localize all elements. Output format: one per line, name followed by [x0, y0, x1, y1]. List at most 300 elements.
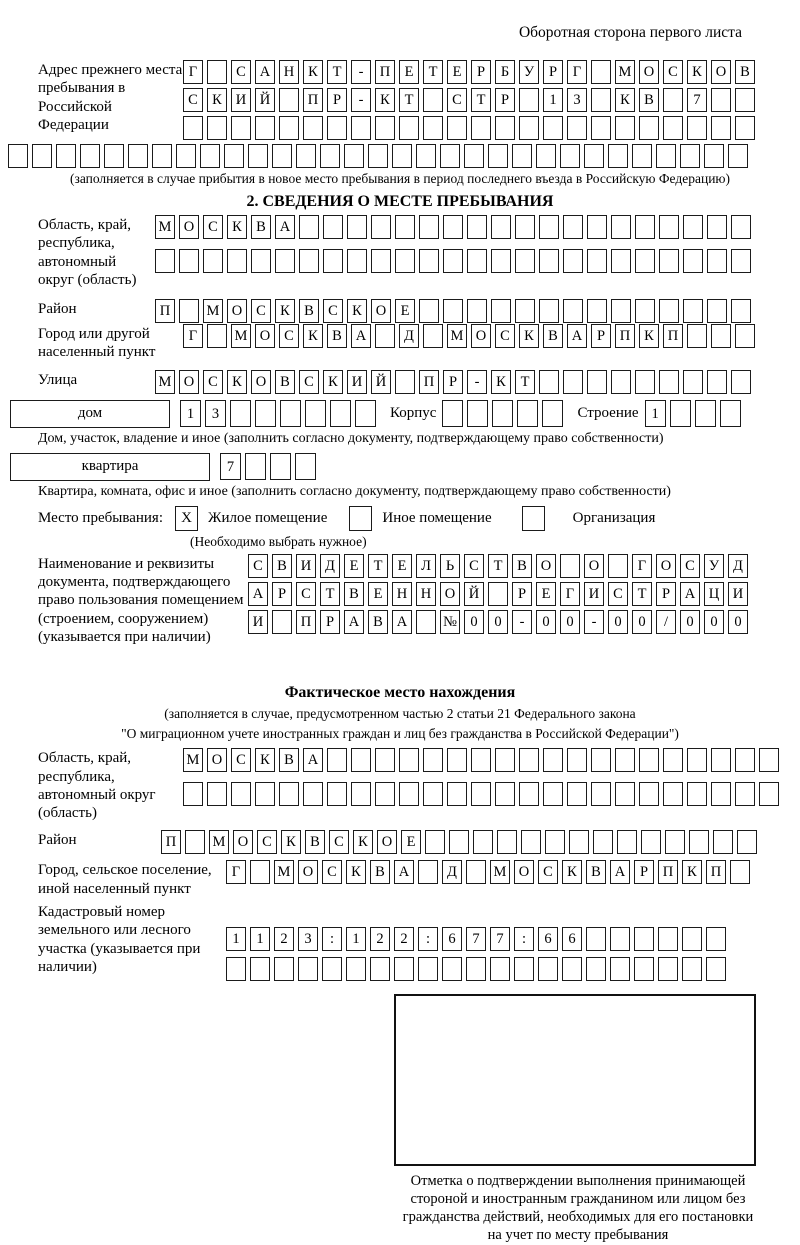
char-box[interactable]: О	[377, 830, 397, 854]
char-box[interactable]: П	[419, 370, 439, 394]
char-box[interactable]	[707, 249, 727, 273]
char-box[interactable]	[371, 215, 391, 239]
char-box[interactable]	[519, 88, 539, 112]
char-box[interactable]	[759, 748, 779, 772]
char-box[interactable]: 3	[298, 927, 318, 951]
char-box[interactable]: Г	[183, 324, 203, 348]
char-box[interactable]	[711, 324, 731, 348]
char-box[interactable]	[539, 299, 559, 323]
char-box[interactable]: А	[275, 215, 295, 239]
char-box[interactable]	[707, 299, 727, 323]
char-box[interactable]	[327, 116, 347, 140]
char-box[interactable]: Р	[443, 370, 463, 394]
char-box[interactable]: О	[298, 860, 318, 884]
char-box[interactable]: А	[567, 324, 587, 348]
char-box[interactable]	[305, 400, 326, 427]
char-box[interactable]: В	[344, 582, 364, 606]
char-box[interactable]	[519, 748, 539, 772]
char-box[interactable]	[670, 400, 691, 427]
char-box[interactable]: П	[615, 324, 635, 348]
char-box[interactable]	[449, 830, 469, 854]
char-box[interactable]	[687, 782, 707, 806]
char-box[interactable]	[735, 782, 755, 806]
char-box[interactable]	[635, 249, 655, 273]
char-box[interactable]: О	[233, 830, 253, 854]
char-box[interactable]	[683, 299, 703, 323]
char-box[interactable]	[711, 782, 731, 806]
char-box[interactable]	[471, 116, 491, 140]
char-box[interactable]	[245, 453, 266, 480]
char-box[interactable]: 1	[346, 927, 366, 951]
char-box[interactable]	[634, 957, 654, 981]
char-box[interactable]: М	[203, 299, 223, 323]
char-box[interactable]	[658, 957, 678, 981]
char-box[interactable]	[303, 116, 323, 140]
char-box[interactable]: С	[447, 88, 467, 112]
char-box[interactable]: О	[711, 60, 731, 84]
char-box[interactable]: О	[656, 554, 676, 578]
char-box[interactable]	[416, 144, 436, 168]
char-box[interactable]: Й	[464, 582, 484, 606]
char-box[interactable]	[370, 957, 390, 981]
char-box[interactable]	[706, 927, 726, 951]
char-box[interactable]: 0	[680, 610, 700, 634]
char-box[interactable]	[464, 144, 484, 168]
char-box[interactable]	[519, 116, 539, 140]
char-box[interactable]	[687, 324, 707, 348]
char-box[interactable]	[32, 144, 52, 168]
char-box[interactable]	[586, 927, 606, 951]
char-box[interactable]: К	[303, 324, 323, 348]
char-box[interactable]	[227, 249, 247, 273]
char-box[interactable]: В	[543, 324, 563, 348]
char-box[interactable]	[355, 400, 376, 427]
char-box[interactable]: Р	[495, 88, 515, 112]
char-box[interactable]	[713, 830, 733, 854]
char-box[interactable]	[251, 249, 271, 273]
char-box[interactable]	[296, 144, 316, 168]
char-box[interactable]: Г	[183, 60, 203, 84]
char-box[interactable]: 0	[488, 610, 508, 634]
char-box[interactable]	[682, 927, 702, 951]
char-box[interactable]: :	[322, 927, 342, 951]
char-box[interactable]	[395, 215, 415, 239]
char-box[interactable]	[635, 215, 655, 239]
char-box[interactable]	[395, 370, 415, 394]
char-box[interactable]	[567, 748, 587, 772]
char-box[interactable]: В	[327, 324, 347, 348]
char-box[interactable]	[8, 144, 28, 168]
char-box[interactable]	[303, 782, 323, 806]
stay-option-other-checkbox[interactable]	[349, 506, 372, 531]
char-box[interactable]	[322, 957, 342, 981]
char-box[interactable]	[179, 299, 199, 323]
char-box[interactable]	[279, 116, 299, 140]
char-box[interactable]	[255, 782, 275, 806]
char-box[interactable]: К	[207, 88, 227, 112]
char-box[interactable]: 1	[250, 927, 270, 951]
char-box[interactable]: №	[440, 610, 460, 634]
char-box[interactable]	[735, 88, 755, 112]
char-box[interactable]	[491, 299, 511, 323]
char-box[interactable]: К	[347, 299, 367, 323]
char-box[interactable]	[543, 748, 563, 772]
char-box[interactable]: 0	[728, 610, 748, 634]
char-box[interactable]	[587, 370, 607, 394]
char-box[interactable]	[569, 830, 589, 854]
char-box[interactable]: П	[663, 324, 683, 348]
char-box[interactable]	[418, 860, 438, 884]
char-box[interactable]	[425, 830, 445, 854]
char-box[interactable]	[659, 299, 679, 323]
char-box[interactable]: К	[227, 370, 247, 394]
char-box[interactable]	[207, 782, 227, 806]
char-box[interactable]	[56, 144, 76, 168]
char-box[interactable]: С	[323, 299, 343, 323]
char-box[interactable]: М	[274, 860, 294, 884]
char-box[interactable]	[490, 957, 510, 981]
char-box[interactable]: Р	[320, 610, 340, 634]
char-box[interactable]: А	[255, 60, 275, 84]
char-box[interactable]	[419, 215, 439, 239]
char-box[interactable]: С	[322, 860, 342, 884]
char-box[interactable]	[735, 324, 755, 348]
char-box[interactable]: С	[680, 554, 700, 578]
char-box[interactable]	[663, 748, 683, 772]
char-box[interactable]: К	[682, 860, 702, 884]
char-box[interactable]: М	[155, 215, 175, 239]
char-box[interactable]	[587, 249, 607, 273]
char-box[interactable]: Т	[632, 582, 652, 606]
char-box[interactable]: С	[464, 554, 484, 578]
char-box[interactable]	[615, 782, 635, 806]
char-box[interactable]: К	[323, 370, 343, 394]
char-box[interactable]	[491, 215, 511, 239]
char-box[interactable]	[248, 144, 268, 168]
char-box[interactable]	[368, 144, 388, 168]
char-box[interactable]: У	[519, 60, 539, 84]
char-box[interactable]: К	[353, 830, 373, 854]
char-box[interactable]: Г	[567, 60, 587, 84]
char-box[interactable]	[586, 957, 606, 981]
char-box[interactable]	[323, 249, 343, 273]
char-box[interactable]	[128, 144, 148, 168]
char-box[interactable]	[536, 144, 556, 168]
char-box[interactable]: И	[231, 88, 251, 112]
char-box[interactable]	[593, 830, 613, 854]
char-box[interactable]: Н	[416, 582, 436, 606]
char-box[interactable]: Т	[368, 554, 388, 578]
char-box[interactable]	[491, 249, 511, 273]
char-box[interactable]	[539, 249, 559, 273]
char-box[interactable]: К	[375, 88, 395, 112]
char-box[interactable]	[183, 116, 203, 140]
char-box[interactable]	[611, 370, 631, 394]
char-box[interactable]	[207, 116, 227, 140]
char-box[interactable]	[680, 144, 700, 168]
char-box[interactable]: О	[440, 582, 460, 606]
char-box[interactable]	[563, 215, 583, 239]
char-box[interactable]	[344, 144, 364, 168]
char-box[interactable]: Р	[591, 324, 611, 348]
char-box[interactable]	[255, 400, 276, 427]
char-box[interactable]: К	[615, 88, 635, 112]
char-box[interactable]: Р	[656, 582, 676, 606]
char-box[interactable]	[562, 957, 582, 981]
char-box[interactable]	[320, 144, 340, 168]
char-box[interactable]: 7	[466, 927, 486, 951]
char-box[interactable]: И	[584, 582, 604, 606]
char-box[interactable]	[711, 748, 731, 772]
char-box[interactable]: П	[375, 60, 395, 84]
char-box[interactable]: П	[658, 860, 678, 884]
char-box[interactable]	[466, 860, 486, 884]
char-box[interactable]	[346, 957, 366, 981]
char-box[interactable]: С	[608, 582, 628, 606]
char-box[interactable]	[560, 554, 580, 578]
char-box[interactable]: С	[203, 215, 223, 239]
char-box[interactable]	[567, 782, 587, 806]
char-box[interactable]	[399, 748, 419, 772]
char-box[interactable]	[587, 215, 607, 239]
char-box[interactable]: 7	[490, 927, 510, 951]
char-box[interactable]: П	[706, 860, 726, 884]
char-box[interactable]: Ц	[704, 582, 724, 606]
char-box[interactable]: Т	[515, 370, 535, 394]
char-box[interactable]	[656, 144, 676, 168]
char-box[interactable]	[591, 748, 611, 772]
char-box[interactable]	[416, 610, 436, 634]
char-box[interactable]	[231, 116, 251, 140]
char-box[interactable]	[442, 957, 462, 981]
char-box[interactable]	[663, 88, 683, 112]
char-box[interactable]	[711, 88, 731, 112]
char-box[interactable]	[467, 400, 488, 427]
char-box[interactable]: Г	[632, 554, 652, 578]
char-box[interactable]: К	[639, 324, 659, 348]
char-box[interactable]	[279, 88, 299, 112]
char-box[interactable]	[347, 249, 367, 273]
char-box[interactable]: 3	[567, 88, 587, 112]
char-box[interactable]	[231, 782, 251, 806]
char-box[interactable]: Р	[471, 60, 491, 84]
char-box[interactable]	[521, 830, 541, 854]
char-box[interactable]: К	[562, 860, 582, 884]
char-box[interactable]	[443, 249, 463, 273]
char-box[interactable]	[447, 782, 467, 806]
char-box[interactable]: С	[251, 299, 271, 323]
char-box[interactable]: Й	[371, 370, 391, 394]
char-box[interactable]: Г	[560, 582, 580, 606]
char-box[interactable]: Е	[392, 554, 412, 578]
char-box[interactable]: Т	[320, 582, 340, 606]
char-box[interactable]: К	[255, 748, 275, 772]
char-box[interactable]	[179, 249, 199, 273]
char-box[interactable]: А	[392, 610, 412, 634]
char-box[interactable]	[704, 144, 724, 168]
char-box[interactable]: К	[687, 60, 707, 84]
char-box[interactable]: С	[495, 324, 515, 348]
char-box[interactable]: 0	[536, 610, 556, 634]
char-box[interactable]	[466, 957, 486, 981]
char-box[interactable]: Т	[471, 88, 491, 112]
char-box[interactable]	[274, 957, 294, 981]
char-box[interactable]: 2	[394, 927, 414, 951]
char-box[interactable]: :	[514, 927, 534, 951]
char-box[interactable]: Г	[226, 860, 246, 884]
char-box[interactable]: Е	[368, 582, 388, 606]
char-box[interactable]	[200, 144, 220, 168]
char-box[interactable]	[610, 927, 630, 951]
char-box[interactable]	[399, 116, 419, 140]
char-box[interactable]: В	[275, 370, 295, 394]
char-box[interactable]	[591, 60, 611, 84]
char-box[interactable]	[639, 782, 659, 806]
char-box[interactable]: 0	[704, 610, 724, 634]
char-box[interactable]: П	[155, 299, 175, 323]
char-box[interactable]	[634, 927, 654, 951]
char-box[interactable]: О	[179, 370, 199, 394]
char-box[interactable]	[224, 144, 244, 168]
char-box[interactable]: О	[371, 299, 391, 323]
char-box[interactable]	[730, 860, 750, 884]
char-box[interactable]	[517, 400, 538, 427]
char-box[interactable]: Д	[442, 860, 462, 884]
char-box[interactable]	[419, 249, 439, 273]
char-box[interactable]: Н	[279, 60, 299, 84]
char-box[interactable]	[347, 215, 367, 239]
char-box[interactable]: О	[255, 324, 275, 348]
char-box[interactable]: -	[351, 60, 371, 84]
char-box[interactable]	[512, 144, 532, 168]
char-box[interactable]	[423, 88, 443, 112]
char-box[interactable]: 6	[442, 927, 462, 951]
char-box[interactable]	[327, 782, 347, 806]
char-box[interactable]	[327, 748, 347, 772]
char-box[interactable]	[687, 748, 707, 772]
char-box[interactable]	[323, 215, 343, 239]
char-box[interactable]: /	[656, 610, 676, 634]
char-box[interactable]	[351, 782, 371, 806]
char-box[interactable]	[611, 215, 631, 239]
char-box[interactable]	[563, 249, 583, 273]
char-box[interactable]	[687, 116, 707, 140]
char-box[interactable]	[683, 370, 703, 394]
stay-option-organization-checkbox[interactable]	[522, 506, 545, 531]
char-box[interactable]	[423, 782, 443, 806]
char-box[interactable]	[272, 144, 292, 168]
char-box[interactable]: И	[728, 582, 748, 606]
char-box[interactable]: В	[279, 748, 299, 772]
char-box[interactable]	[295, 453, 316, 480]
char-box[interactable]	[375, 116, 395, 140]
char-box[interactable]	[641, 830, 661, 854]
char-box[interactable]: В	[305, 830, 325, 854]
char-box[interactable]	[683, 215, 703, 239]
char-box[interactable]: 0	[560, 610, 580, 634]
char-box[interactable]	[587, 299, 607, 323]
char-box[interactable]: 7	[220, 453, 241, 480]
char-box[interactable]	[471, 782, 491, 806]
char-box[interactable]: А	[303, 748, 323, 772]
char-box[interactable]	[539, 215, 559, 239]
char-box[interactable]: Р	[512, 582, 532, 606]
char-box[interactable]: О	[179, 215, 199, 239]
char-box[interactable]: К	[281, 830, 301, 854]
char-box[interactable]	[279, 782, 299, 806]
char-box[interactable]: М	[490, 860, 510, 884]
char-box[interactable]	[639, 748, 659, 772]
char-box[interactable]	[272, 610, 292, 634]
char-box[interactable]	[330, 400, 351, 427]
char-box[interactable]: В	[735, 60, 755, 84]
char-box[interactable]	[545, 830, 565, 854]
char-box[interactable]	[423, 748, 443, 772]
char-box[interactable]: А	[248, 582, 268, 606]
char-box[interactable]	[665, 830, 685, 854]
char-box[interactable]	[663, 782, 683, 806]
char-box[interactable]: В	[251, 215, 271, 239]
char-box[interactable]: М	[183, 748, 203, 772]
char-box[interactable]: О	[471, 324, 491, 348]
char-box[interactable]: К	[275, 299, 295, 323]
char-box[interactable]	[351, 116, 371, 140]
char-box[interactable]: К	[491, 370, 511, 394]
char-box[interactable]: О	[207, 748, 227, 772]
char-box[interactable]: Е	[399, 60, 419, 84]
char-box[interactable]: С	[299, 370, 319, 394]
char-box[interactable]: -	[351, 88, 371, 112]
char-box[interactable]: 3	[205, 400, 226, 427]
char-box[interactable]: Д	[320, 554, 340, 578]
char-box[interactable]	[203, 249, 223, 273]
char-box[interactable]	[447, 748, 467, 772]
char-box[interactable]: Н	[392, 582, 412, 606]
char-box[interactable]: С	[279, 324, 299, 348]
char-box[interactable]: С	[663, 60, 683, 84]
char-box[interactable]	[591, 88, 611, 112]
char-box[interactable]: П	[296, 610, 316, 634]
char-box[interactable]: 0	[608, 610, 628, 634]
char-box[interactable]	[442, 400, 463, 427]
char-box[interactable]: М	[231, 324, 251, 348]
char-box[interactable]	[695, 400, 716, 427]
char-box[interactable]	[495, 748, 515, 772]
char-box[interactable]	[515, 215, 535, 239]
char-box[interactable]: И	[296, 554, 316, 578]
char-box[interactable]	[731, 249, 751, 273]
char-box[interactable]: А	[610, 860, 630, 884]
char-box[interactable]: С	[203, 370, 223, 394]
char-box[interactable]: Б	[495, 60, 515, 84]
char-box[interactable]: П	[161, 830, 181, 854]
char-box[interactable]	[611, 249, 631, 273]
char-box[interactable]	[298, 957, 318, 981]
char-box[interactable]: 2	[274, 927, 294, 951]
char-box[interactable]: 2	[370, 927, 390, 951]
char-box[interactable]: А	[680, 582, 700, 606]
char-box[interactable]	[473, 830, 493, 854]
char-box[interactable]	[567, 116, 587, 140]
char-box[interactable]	[728, 144, 748, 168]
char-box[interactable]	[706, 957, 726, 981]
char-box[interactable]	[538, 957, 558, 981]
char-box[interactable]	[610, 957, 630, 981]
char-box[interactable]	[467, 299, 487, 323]
char-box[interactable]	[443, 215, 463, 239]
char-box[interactable]: В	[299, 299, 319, 323]
char-box[interactable]	[495, 782, 515, 806]
